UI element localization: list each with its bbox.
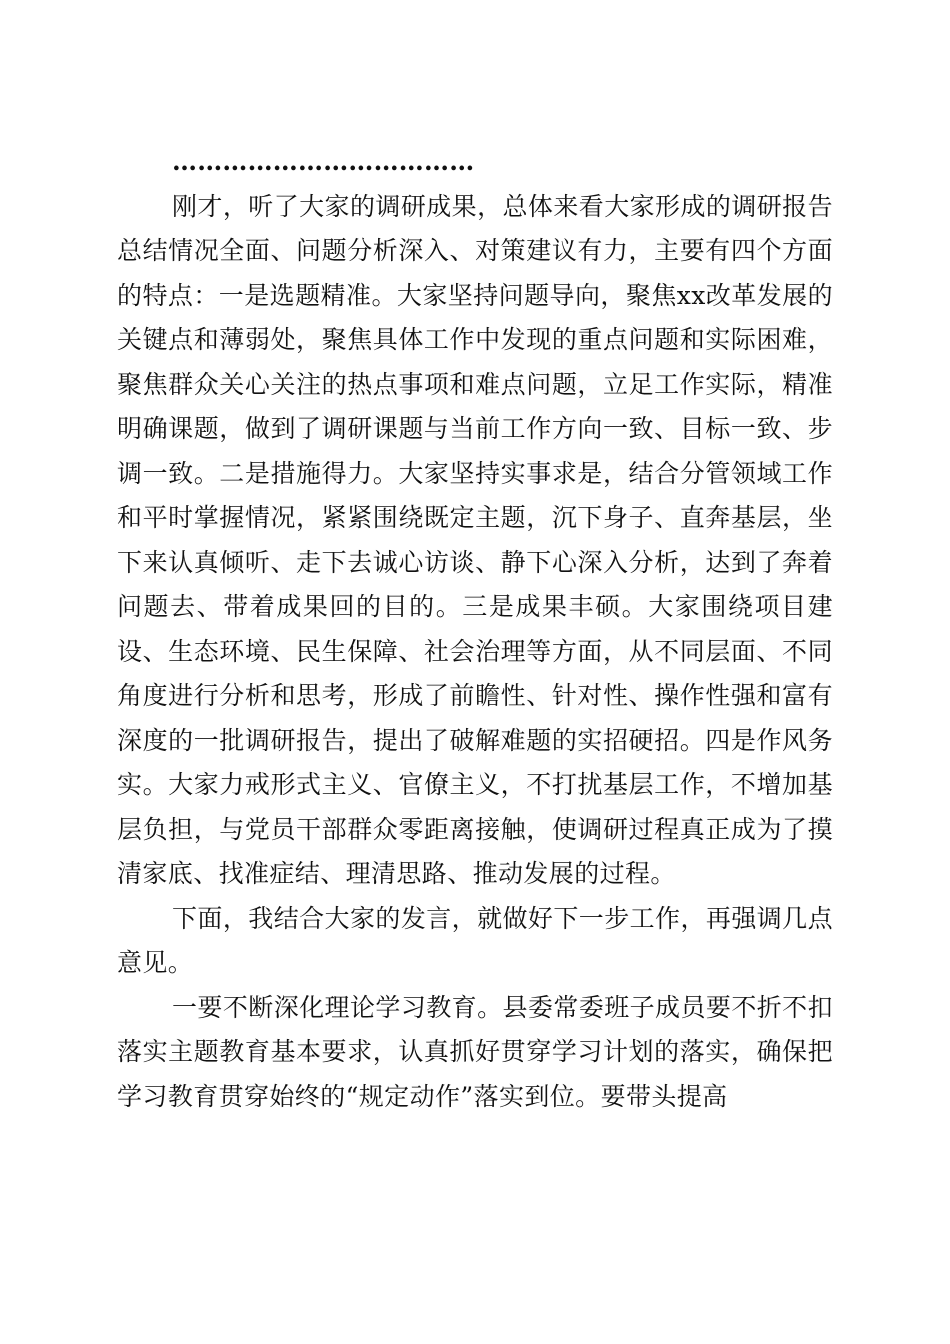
paragraph-research-summary: 刚才，听了大家的调研成果，总体来看大家形成的调研报告总结情况全面、问题分析深入、对策建议有力，主要有四个方面的特点：一是选题精准。大家坚持问题导向，聚焦xx改革发展的关键点和薄弱处，聚焦具体工作中发现的重点问题和实际困难，聚焦群众关心关注的热点事项和难点问题，立足工作实际，精准明确课题，做到了调研课题与当前工作方向一致、目标一致、步调一致。二是措施得力。大家坚持实事求是，结合分管领域工作和平时掌握情况，紧紧围绕既定主题，沉下身子、直奔基层，坐下来认真倾听、走下去诚心访谈、静下心深入分析，达到了奔着问题去、带着成果回的目的。三是成果丰硕。大家围绕项目建设、生态环境、民生保障、社会治理等方面，从不同层面、不同角度进行分析和思考，形成了前瞻性、针对性、操作性强和富有深度的一批调研报告，提出了破解难题的实招硬招。四是作风务实。大家力戒形式主义、官僚主义，不打扰基层工作，不增加基层负担，与党员干部群众零距离接触，使调研过程真正成为了摸清家底、找准症结、理清思路、推动发展的过程。 (117, 191, 833, 888)
document-body (117, 140, 833, 1119)
ellipsis-separator: ……………………………… (172, 147, 475, 176)
paragraph-transition: 下面，我结合大家的发言，就做好下一步工作，再强调几点意见。 (117, 903, 833, 977)
paragraph-theory-study: 一要不断深化理论学习教育。县委常委班子成员要不折不扣落实主题教育基本要求，认真抓好贯穿学习计划的落实，确保把学习教育贯穿始终的“规定动作”落实到位。要带头提高 (117, 992, 833, 1111)
